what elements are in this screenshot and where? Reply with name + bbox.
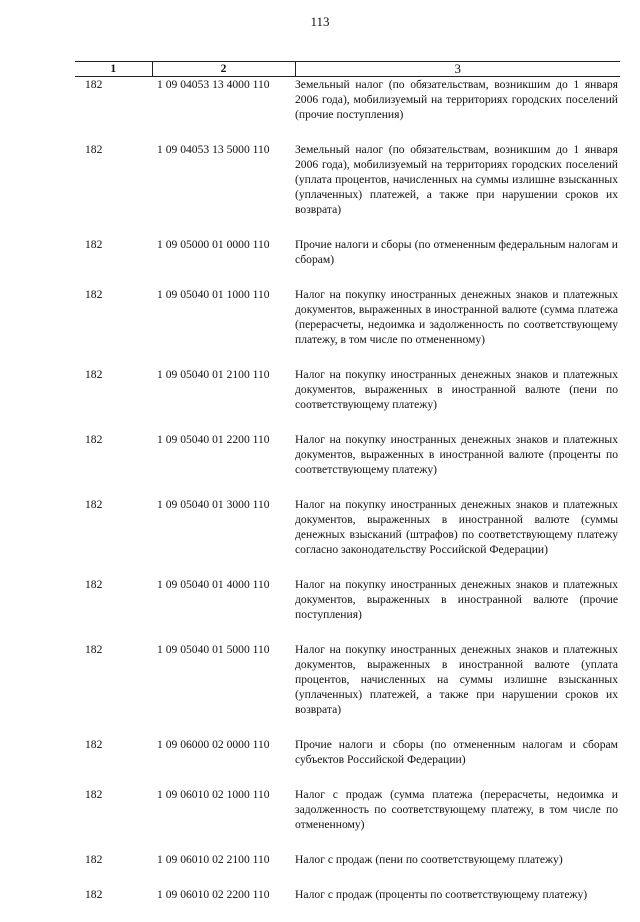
admin-code-cell: 182 [75,142,152,237]
income-description-cell: Налог с продаж (сумма платежа (перерасчеты, недоимка и задолженность по соответствующему платежу, в том числе по отмененному) [295,787,620,852]
budget-classification-code-cell: 1 09 06010 02 2200 110 [152,887,295,922]
admin-code-cell: 182 [75,737,152,787]
income-description-cell: Прочие налоги и сборы (по отмененным налогам и сборам субъектов Российской Федерации) [295,737,620,787]
budget-classification-code-cell: 1 09 05040 01 2100 110 [152,367,295,432]
admin-code-cell: 182 [75,642,152,737]
column-header-1: 1 [75,62,152,77]
admin-code-cell: 182 [75,577,152,642]
income-description-cell: Прочие налоги и сборы (по отмененным федеральным налогам и сборам) [295,237,620,287]
income-description-cell: Налог на покупку иностранных денежных знаков и платежных документов, выраженных в иностранной валюте (прочие поступления) [295,577,620,642]
budget-classification-code-cell: 1 09 04053 13 4000 110 [152,77,295,143]
budget-classification-code-cell: 1 09 05040 01 3000 110 [152,497,295,577]
budget-classification-code-cell: 1 09 04053 13 5000 110 [152,142,295,237]
budget-classification-code-cell: 1 09 06010 02 1000 110 [152,787,295,852]
admin-code-cell: 182 [75,852,152,887]
income-description-cell: Земельный налог (по обязательствам, возникшим до 1 января 2006 года), мобилизуемый на территориях городских поселений (прочие поступления) [295,77,620,143]
income-description-cell: Земельный налог (по обязательствам, возникшим до 1 января 2006 года), мобилизуемый на территориях городских поселений (уплата процентов, начисленных на суммы излишне взысканных (уплаченных) платежей, а также при нарушении сроков их возврата) [295,142,620,237]
table-row [75,737,620,787]
column-header-3: 3 [295,62,620,77]
budget-classification-code-cell: 1 09 05040 01 2200 110 [152,432,295,497]
admin-code-cell: 182 [75,287,152,367]
admin-code-cell: 182 [75,367,152,432]
income-description-cell: Налог на покупку иностранных денежных знаков и платежных документов, выраженных в иностранной валюте (суммы денежных взысканий (штрафов) по соответствующему платежу согласно законодательству Российской Федерации) [295,497,620,577]
income-description-cell: Налог на покупку иностранных денежных знаков и платежных документов, выраженных в иностранной валюте (пени по соответствующему платежу) [295,367,620,432]
table-row [75,287,620,367]
table-row [75,432,620,497]
income-description-cell: Налог с продаж (пени по соответствующему платежу) [295,852,620,887]
table-row [75,77,620,143]
table-row [75,787,620,852]
admin-code-cell: 182 [75,432,152,497]
income-description-cell: Налог с продаж (проценты по соответствующему платежу) [295,887,620,922]
admin-code-cell: 182 [75,77,152,143]
budget-classification-code-cell: 1 09 05000 01 0000 110 [152,237,295,287]
table-header-row [75,62,620,77]
budget-classification-code-cell: 1 09 05040 01 4000 110 [152,577,295,642]
table-row [75,142,620,237]
income-description-cell: Налог на покупку иностранных денежных знаков и платежных документов, выраженных в иностранной валюте (сумма платежа (перерасчеты, недоимка и задолженность по соответствующему платежу, в том числе по отмененному) [295,287,620,367]
income-description-cell: Налог на покупку иностранных денежных знаков и платежных документов, выраженных в иностранной валюте (проценты по соответствующему платежу) [295,432,620,497]
income-description-cell: Налог на покупку иностранных денежных знаков и платежных документов, выраженных в иностранной валюте (уплата процентов, начисленных на суммы излишне взысканных (уплаченных) платежей, а также при нарушении сроков их возврата) [295,642,620,737]
table-row [75,367,620,432]
table-row [75,577,620,642]
column-header-2: 2 [152,62,295,77]
table-body [75,77,620,922]
table-row [75,642,620,737]
table-row [75,237,620,287]
admin-code-cell: 182 [75,497,152,577]
budget-classification-code-cell: 1 09 06000 02 0000 110 [152,737,295,787]
budget-classification-code-cell: 1 09 05040 01 5000 110 [152,642,295,737]
table-row [75,852,620,887]
admin-code-cell: 182 [75,887,152,922]
budget-code-table [75,61,620,922]
page-number: 113 [0,14,640,30]
budget-classification-code-cell: 1 09 06010 02 2100 110 [152,852,295,887]
budget-classification-code-cell: 1 09 05040 01 1000 110 [152,287,295,367]
admin-code-cell: 182 [75,787,152,852]
budget-code-table-wrap [75,61,620,922]
table-row [75,497,620,577]
admin-code-cell: 182 [75,237,152,287]
